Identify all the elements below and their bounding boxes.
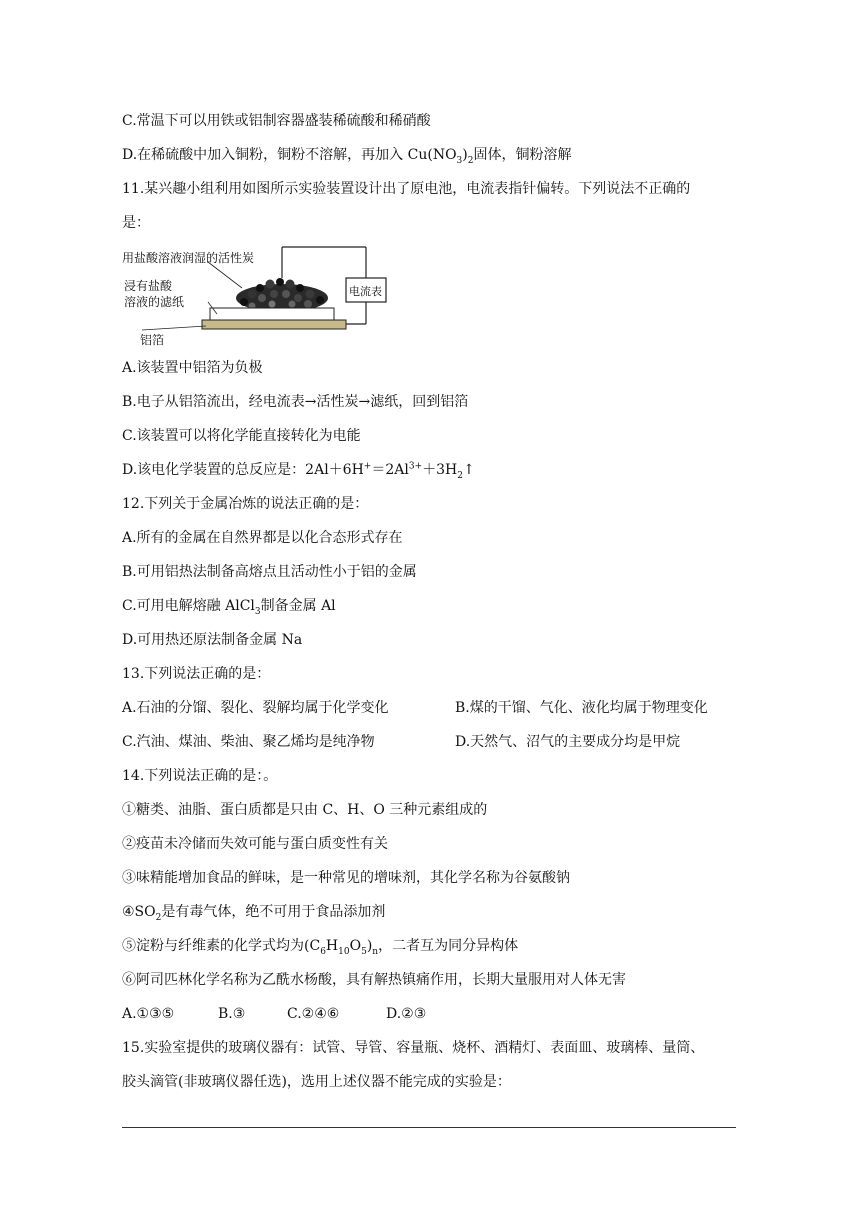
question-12-option-d: D.可用热还原法制备金属 Na (122, 632, 303, 648)
question-13-option-b: B.煤的干馏、气化、液化均属于物理变化 (455, 700, 708, 716)
question-11-option-a: A.该装置中铝箔为负极 (122, 360, 263, 376)
filter-paper (210, 308, 334, 320)
question-12-option-c: C.可用电解熔融 AlCl$_3$制备金属 Al (122, 598, 336, 617)
question-12-stem: 12.下列关于金属冶炼的说法正确的是： (122, 496, 369, 512)
question-13-option-a: A.石油的分馏、裂化、裂解均属于化学变化 (122, 700, 389, 716)
question-12-option-b: B.可用铝热法制备高熔点且活动性小于铝的金属 (122, 564, 417, 580)
footer-rule (122, 1127, 736, 1128)
question-15-stem-cont: 胶头滴管(非玻璃仪器任选)，选用上述仪器不能完成的实验是： (122, 1074, 511, 1090)
question-11-option-d: D.该电化学装置的总反应是：$2Al+6H^+=2Al^{3+}+3H_2↑$ (122, 461, 475, 481)
option-d-prev: D.在稀硫酸中加入铜粉，铜粉不溶解，再加入 $Cu(NO_3)_2$固体，铜粉溶解 (122, 147, 572, 166)
question-13-option-c: C.汽油、煤油、柴油、聚乙烯均是纯净物 (122, 734, 375, 750)
question-11-option-c: C.该装置可以将化学能直接转化为电能 (122, 428, 361, 444)
question-14-option-d: D.②③ (386, 1006, 427, 1022)
aluminum-foil (202, 320, 346, 329)
question-14-statement-3: ③味精能增加食品的鲜味，是一种常见的增味剂，其化学名称为谷氨酸钠 (122, 870, 570, 886)
question-14-option-b: B.③ (218, 1006, 246, 1022)
question-14-statement-4: $④SO_2$是有毒气体，绝不可用于食品添加剂 (122, 904, 386, 923)
option-c-prev: C.常温下可以用铁或铝制容器盛装稀硫酸和稀硝酸 (122, 113, 431, 129)
question-12-option-a: A.所有的金属在自然界都是以化合态形式存在 (122, 530, 403, 546)
label-ammeter: 电流表 (349, 285, 382, 298)
question-14-stem: 14.下列说法正确的是：。 (122, 768, 278, 784)
label-filter-paper-2: 溶液的滤纸 (124, 295, 185, 309)
label-filter-paper-1: 浸有盐酸 (124, 279, 173, 293)
question-14-option-c: C.②④⑥ (287, 1006, 340, 1022)
question-14-statement-5: ⑤淀粉与纤维素的化学式均为$(C_6H_{10}O_5)_n$，二者互为同分异构体 (122, 938, 519, 957)
question-14-statement-6: ⑥阿司匹林化学名称为乙酰水杨酸，具有解热镇痛作用，长期大量服用对人体无害 (122, 972, 626, 988)
activated-carbon-pile (236, 278, 328, 312)
question-14-statement-2: ②疫苗未冷储而失效可能与蛋白质变性有关 (122, 836, 388, 852)
question-14-statement-1: ①糖类、油脂、蛋白质都是只由 C、H、O 三种元素组成的 (122, 802, 488, 818)
label-activated-carbon: 用盐酸溶液润湿的活性炭 (122, 251, 255, 265)
question-15-stem: 15.实验室提供的玻璃仪器有：试管、导管、容量瓶、烧杯、酒精灯、表面皿、玻璃棒、量筒、 (122, 1040, 705, 1056)
question-11-stem: 11.某兴趣小组利用如图所示实验装置设计出了原电池，电流表指针偏转。下列说法不正确的 (122, 181, 691, 197)
question-11-stem-cont: 是： (122, 215, 150, 231)
question-13-option-d: D.天然气、沼气的主要成分均是甲烷 (455, 734, 681, 750)
galvanic-cell-figure (122, 242, 382, 348)
question-13-stem: 13.下列说法正确的是： (122, 666, 271, 682)
question-14-option-a: A.①③⑤ (122, 1006, 175, 1022)
label-aluminum-foil: 铝箔 (140, 333, 165, 347)
question-11-option-b: B.电子从铝箔流出，经电流表→活性炭→滤纸，回到铝箔 (122, 394, 469, 410)
